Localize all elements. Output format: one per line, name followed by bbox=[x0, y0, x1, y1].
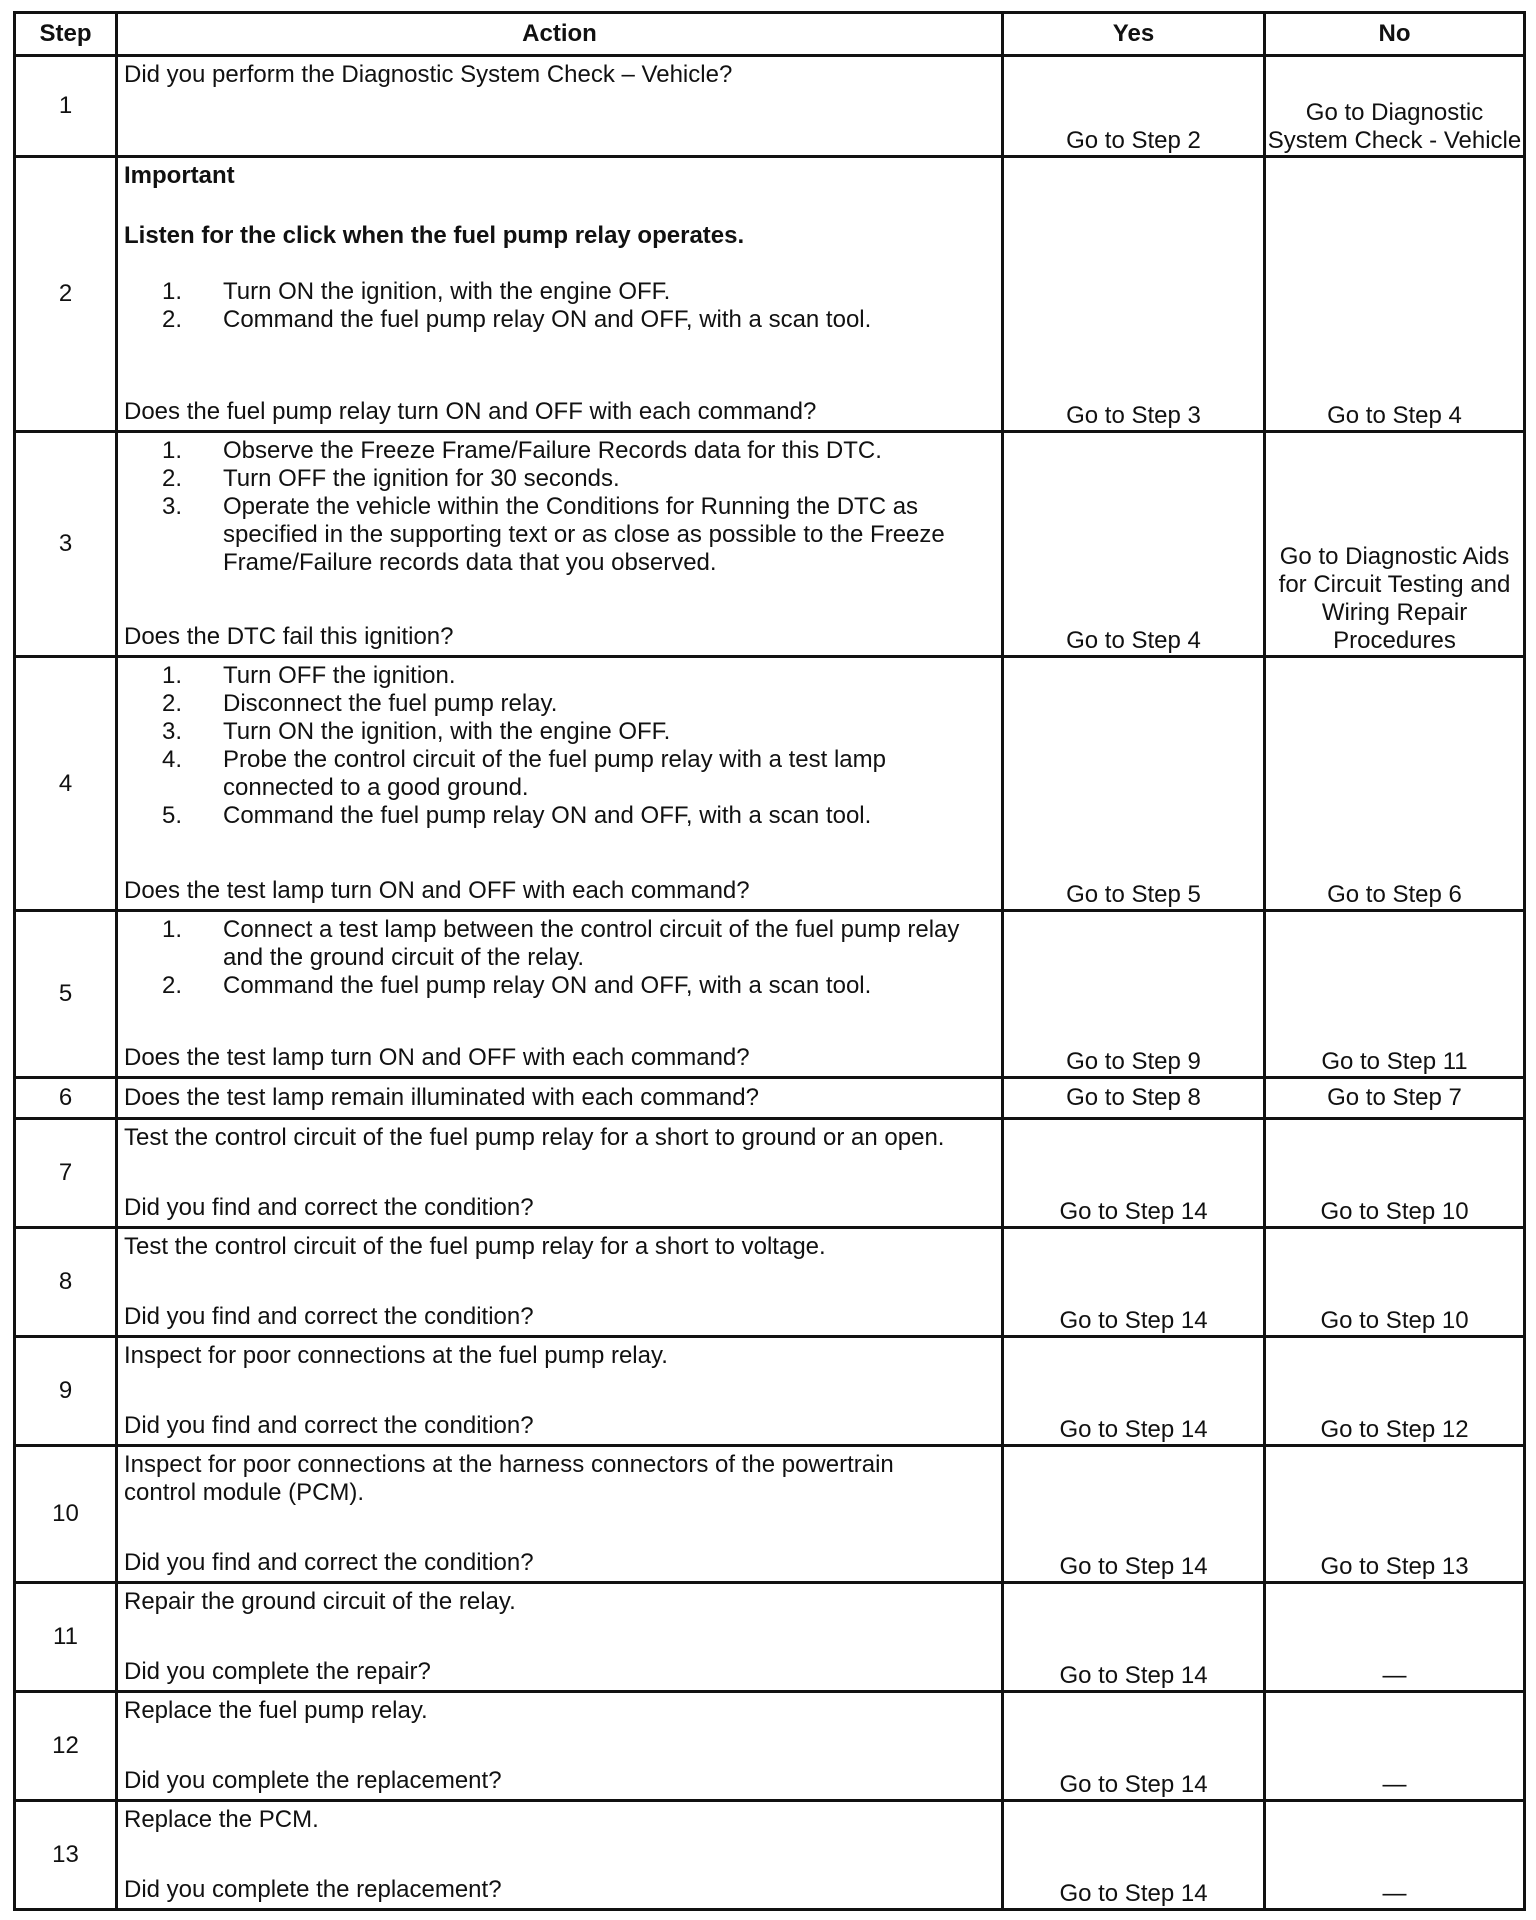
table-row bbox=[15, 1228, 1525, 1337]
table-row bbox=[15, 157, 1525, 432]
action-instruction: Test the control circuit of the fuel pump relay for a short to ground or an open. bbox=[124, 1124, 945, 1151]
action-question: Does the DTC fail this ignition? bbox=[124, 623, 454, 650]
action-cell bbox=[117, 1119, 1003, 1228]
important-note: Listen for the click when the fuel pump relay operates. bbox=[124, 222, 745, 249]
yes-result: Go to Step 14 bbox=[1003, 1228, 1265, 1337]
action-question: Does the test lamp turn ON and OFF with each command? bbox=[124, 1044, 750, 1071]
action-cell bbox=[117, 1692, 1003, 1801]
step-number: 9 bbox=[15, 1337, 117, 1446]
action-instruction: Inspect for poor connections at the harness connectors of the powertrain control module (PCM). bbox=[124, 1451, 894, 1506]
no-result: Go to Diagnostic Aids for Circuit Testing and Wiring Repair Procedures bbox=[1265, 432, 1525, 657]
list-item: 2. Command the fuel pump relay ON and OFF, with a scan tool. bbox=[161, 972, 872, 999]
table-row bbox=[15, 1801, 1525, 1910]
action-instruction: Replace the PCM. bbox=[124, 1806, 319, 1833]
step-number: 3 bbox=[15, 432, 117, 657]
no-result: Go to Step 13 bbox=[1265, 1446, 1525, 1583]
no-result: Go to Step 4 bbox=[1265, 157, 1525, 432]
no-result: Go to Step 12 bbox=[1265, 1337, 1525, 1446]
action-cell bbox=[117, 157, 1003, 432]
yes-result: Go to Step 2 bbox=[1003, 56, 1265, 157]
action-question: Did you find and correct the condition? bbox=[124, 1194, 534, 1221]
table-row bbox=[15, 657, 1525, 911]
table-row bbox=[15, 1446, 1525, 1583]
no-result: — bbox=[1265, 1692, 1525, 1801]
yes-result: Go to Step 3 bbox=[1003, 157, 1265, 432]
step-number: 10 bbox=[15, 1446, 117, 1583]
action-cell bbox=[117, 1583, 1003, 1692]
yes-result: Go to Step 14 bbox=[1003, 1692, 1265, 1801]
step-number: 8 bbox=[15, 1228, 117, 1337]
list-item: 1. Turn ON the ignition, with the engine OFF. bbox=[161, 278, 671, 305]
no-result: Go to Step 10 bbox=[1265, 1119, 1525, 1228]
action-cell bbox=[117, 1446, 1003, 1583]
action-question: Did you find and correct the condition? bbox=[124, 1303, 534, 1330]
list-item: 5. Command the fuel pump relay ON and OFF, with a scan tool. bbox=[161, 802, 872, 829]
action-instruction: Inspect for poor connections at the fuel pump relay. bbox=[124, 1342, 668, 1369]
yes-result: Go to Step 14 bbox=[1003, 1583, 1265, 1692]
no-result: Go to Diagnostic System Check - Vehicle bbox=[1265, 56, 1525, 157]
list-item: 3. Turn ON the ignition, with the engine OFF. bbox=[161, 718, 671, 745]
yes-result: Go to Step 14 bbox=[1003, 1337, 1265, 1446]
header-step: Step bbox=[15, 13, 117, 56]
table-row bbox=[15, 432, 1525, 657]
action-question: Does the fuel pump relay turn ON and OFF with each command? bbox=[124, 398, 817, 425]
list-item: 2. Command the fuel pump relay ON and OFF, with a scan tool. bbox=[161, 306, 872, 333]
list-item: 4. Probe the control circuit of the fuel pump relay with a test lamp connected to a good ground. bbox=[161, 746, 886, 801]
yes-result: Go to Step 14 bbox=[1003, 1119, 1265, 1228]
yes-result: Go to Step 5 bbox=[1003, 657, 1265, 911]
table-row bbox=[15, 1583, 1525, 1692]
no-result: Go to Step 7 bbox=[1265, 1078, 1525, 1119]
table-row bbox=[15, 1078, 1525, 1119]
action-steps bbox=[124, 278, 997, 334]
step-number: 5 bbox=[15, 911, 117, 1078]
action-cell bbox=[117, 1228, 1003, 1337]
step-number: 2 bbox=[15, 157, 117, 432]
no-result: Go to Step 11 bbox=[1265, 911, 1525, 1078]
step-number: 12 bbox=[15, 1692, 117, 1801]
table-row bbox=[15, 56, 1525, 157]
important-label: Important bbox=[124, 162, 235, 189]
diagnostic-table bbox=[13, 11, 1526, 1911]
no-result: — bbox=[1265, 1583, 1525, 1692]
yes-result: Go to Step 14 bbox=[1003, 1446, 1265, 1583]
header-no: No bbox=[1265, 13, 1525, 56]
action-cell bbox=[117, 56, 1003, 157]
step-number: 7 bbox=[15, 1119, 117, 1228]
action-question: Did you perform the Diagnostic System Check – Vehicle? bbox=[124, 61, 733, 88]
action-steps bbox=[124, 662, 997, 830]
no-result: Go to Step 6 bbox=[1265, 657, 1525, 911]
table-row bbox=[15, 1337, 1525, 1446]
no-result: Go to Step 10 bbox=[1265, 1228, 1525, 1337]
action-instruction: Replace the fuel pump relay. bbox=[124, 1697, 428, 1724]
yes-result: Go to Step 14 bbox=[1003, 1801, 1265, 1910]
yes-result: Go to Step 9 bbox=[1003, 911, 1265, 1078]
action-steps bbox=[124, 916, 997, 1000]
header-action: Action bbox=[117, 13, 1003, 56]
action-question: Did you complete the repair? bbox=[124, 1658, 431, 1685]
list-item: 2. Turn OFF the ignition for 30 seconds. bbox=[161, 465, 620, 492]
step-number: 4 bbox=[15, 657, 117, 911]
action-steps bbox=[124, 437, 997, 577]
list-item: 2. Disconnect the fuel pump relay. bbox=[161, 690, 558, 717]
header-row bbox=[15, 13, 1525, 56]
action-question: Did you complete the replacement? bbox=[124, 1876, 502, 1903]
list-item: 1. Connect a test lamp between the control circuit of the fuel pump relay and the ground circuit of the relay. bbox=[161, 916, 960, 971]
table-row bbox=[15, 1119, 1525, 1228]
table-row bbox=[15, 911, 1525, 1078]
action-cell bbox=[117, 1801, 1003, 1910]
yes-result: Go to Step 8 bbox=[1003, 1078, 1265, 1119]
action-cell bbox=[117, 911, 1003, 1078]
step-number: 1 bbox=[15, 56, 117, 157]
action-cell bbox=[117, 1078, 1003, 1119]
list-item: 3. Operate the vehicle within the Conditions for Running the DTC as specified in the supporting text or as close as possible to the Freeze Frame/Failure records data that you observed. bbox=[161, 493, 945, 576]
action-instruction: Repair the ground circuit of the relay. bbox=[124, 1588, 516, 1615]
step-number: 13 bbox=[15, 1801, 117, 1910]
action-instruction: Test the control circuit of the fuel pump relay for a short to voltage. bbox=[124, 1233, 826, 1260]
action-question: Did you find and correct the condition? bbox=[124, 1412, 534, 1439]
list-item: 1. Observe the Freeze Frame/Failure Records data for this DTC. bbox=[161, 437, 882, 464]
header-yes: Yes bbox=[1003, 13, 1265, 56]
no-result: — bbox=[1265, 1801, 1525, 1910]
action-cell bbox=[117, 1337, 1003, 1446]
step-number: 11 bbox=[15, 1583, 117, 1692]
list-item: 1. Turn OFF the ignition. bbox=[161, 662, 456, 689]
yes-result: Go to Step 4 bbox=[1003, 432, 1265, 657]
step-number: 6 bbox=[15, 1078, 117, 1119]
table-row bbox=[15, 1692, 1525, 1801]
action-question: Did you complete the replacement? bbox=[124, 1767, 502, 1794]
action-question: Does the test lamp remain illuminated with each command? bbox=[124, 1084, 759, 1111]
action-cell bbox=[117, 657, 1003, 911]
action-question: Does the test lamp turn ON and OFF with each command? bbox=[124, 877, 750, 904]
action-question: Did you find and correct the condition? bbox=[124, 1549, 534, 1576]
action-cell bbox=[117, 432, 1003, 657]
